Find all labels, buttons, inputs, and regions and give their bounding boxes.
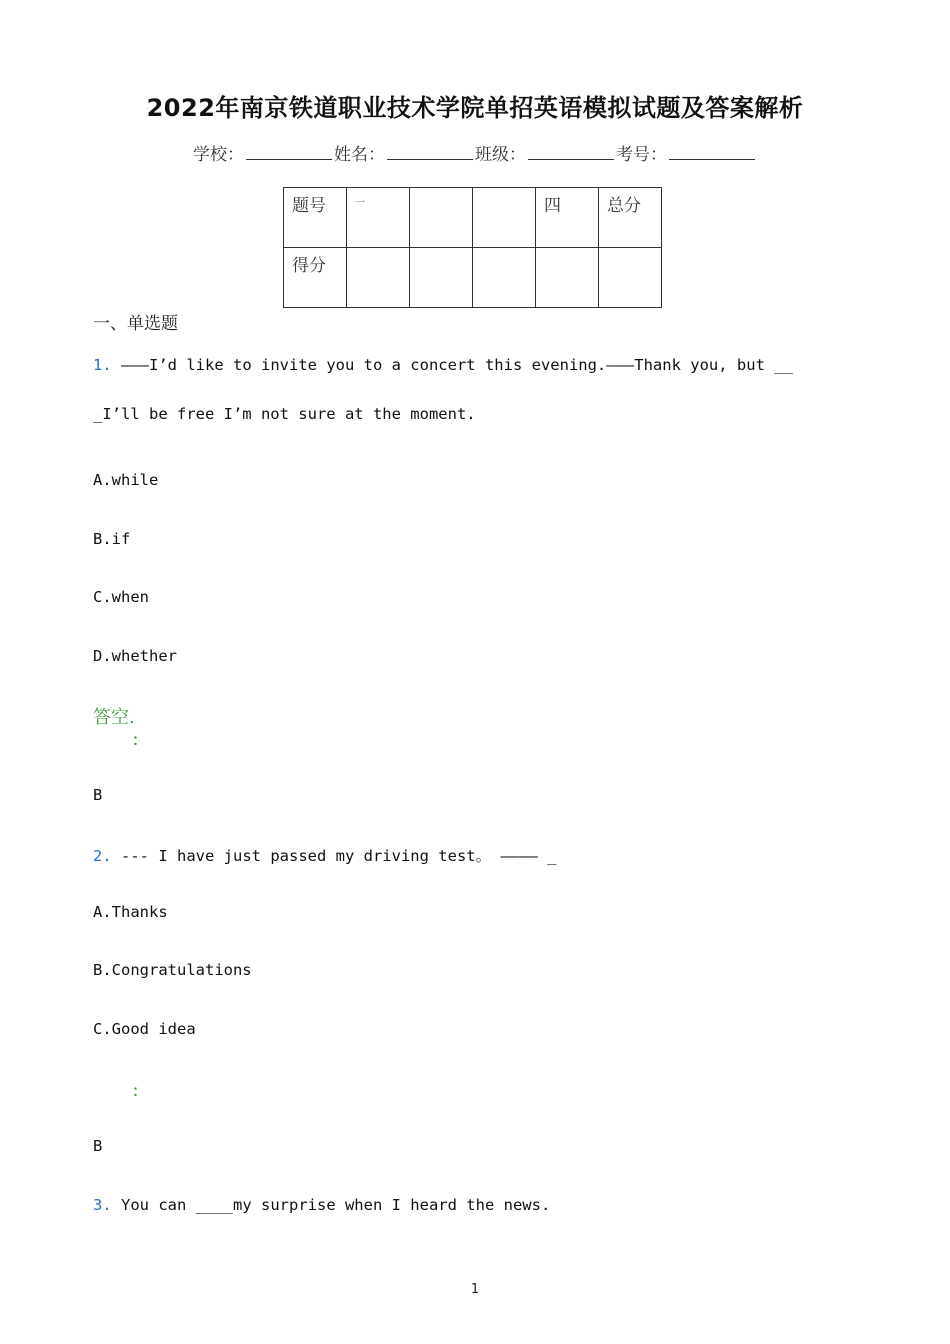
score-table-score-row: [284, 248, 662, 308]
score-table-header-row: [284, 188, 662, 248]
score-header-cell: [473, 188, 536, 248]
class-blank: [528, 145, 614, 160]
student-info-line: [0, 140, 950, 165]
question-text: You can ____my surprise when I heard the news.: [121, 1196, 551, 1214]
section-title: 一、单选题: [93, 314, 178, 334]
question-text: --- I have just passed my driving test。 ———— _: [121, 847, 557, 865]
option-b: B.if: [93, 530, 131, 548]
question-text: ———I’d like to invite you to a concert this evening.———Thank you, but __: [121, 356, 793, 374]
score-table: [283, 187, 662, 308]
score-header-cell: 总分: [599, 188, 662, 248]
answer-label: 答空.: [93, 707, 135, 728]
document-title: 2022年南京铁道职业技术学院单招英语模拟试题及答案解析: [146, 94, 804, 122]
question-number: 2.: [93, 847, 112, 865]
score-cell: [410, 248, 473, 308]
option-a: A.Thanks: [93, 903, 168, 921]
score-header-cell: [410, 188, 473, 248]
option-d: D.whether: [93, 647, 177, 665]
score-cell: [536, 248, 599, 308]
exam-no-label: 考号：: [616, 145, 667, 165]
answer-value: B: [93, 1137, 103, 1155]
question-3-line-1: [93, 1196, 550, 1214]
name-blank: [387, 145, 473, 160]
school-label: 学校：: [193, 145, 244, 165]
score-cell: [473, 248, 536, 308]
score-row-label: 得分: [284, 248, 347, 308]
question-1-line-1: [93, 356, 793, 374]
option-c: C.when: [93, 588, 149, 606]
score-header-cell: 题号: [284, 188, 347, 248]
exam-no-blank: [669, 145, 755, 160]
question-number: 3.: [93, 1196, 112, 1214]
answer-colon: ：: [132, 1082, 148, 1100]
option-c: C.Good idea: [93, 1020, 196, 1038]
option-b: B.Congratulations: [93, 961, 252, 979]
name-label: 姓名：: [334, 145, 385, 165]
question-2-line-1: [93, 844, 556, 866]
answer-colon: ：: [132, 731, 148, 749]
answer-value: B: [93, 786, 103, 804]
page-number: 1: [470, 1282, 480, 1297]
score-cell: [599, 248, 662, 308]
score-header-cell: 四: [536, 188, 599, 248]
question-1-line-2: _I’ll be free I’m not sure at the moment.: [93, 405, 476, 423]
score-cell: [347, 248, 410, 308]
option-a: A.while: [93, 471, 159, 489]
school-blank: [246, 145, 332, 160]
class-label: 班级：: [475, 145, 526, 165]
score-header-cell: 一: [347, 188, 410, 248]
question-number: 1.: [93, 356, 112, 374]
